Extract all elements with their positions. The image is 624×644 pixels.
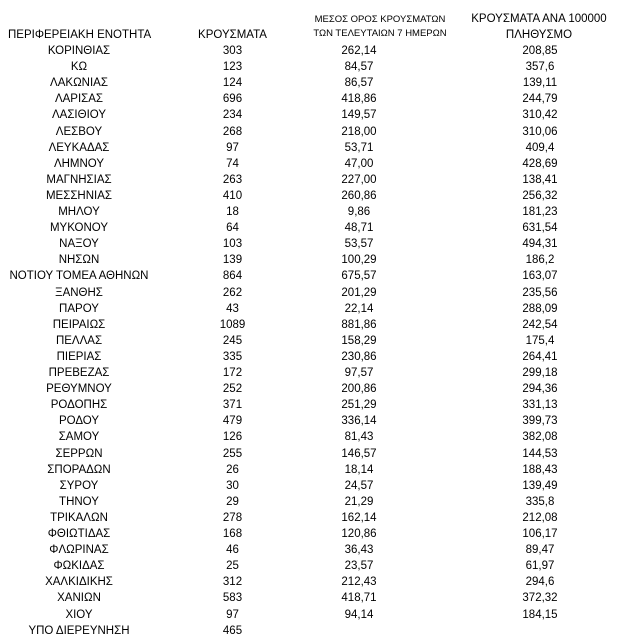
table-row (0, 397, 624, 413)
header-region: ΠΕΡΙΦΕΡΕΙΑΚΗ ΕΝΟΤΗΤΑ (8, 29, 152, 41)
region-cell: ΦΘΙΩΤΙΔΑΣ (47, 528, 111, 540)
cases-cell: 465 (222, 624, 243, 637)
per100k-cell: 184,15 (522, 608, 558, 621)
region-cell: ΝΗΣΩΝ (58, 254, 100, 267)
region-cell: ΤΗΝΟΥ (59, 495, 99, 508)
avg7-cell: 47,00 (344, 157, 374, 170)
header-avg-7-days (295, 13, 465, 40)
avg7-cell: 9,86 (347, 206, 371, 218)
cases-cell: 26 (226, 463, 239, 476)
table-row (0, 381, 624, 397)
table-row (0, 349, 624, 365)
per100k-cell: 294,36 (522, 383, 558, 396)
avg7-cell: 120,86 (341, 528, 377, 540)
region-cell: ΝΑΞΟΥ (59, 238, 99, 251)
region-cell: ΦΩΚΙΔΑΣ (53, 560, 105, 573)
region-cell: ΜΕΣΣΗΝΙΑΣ (45, 189, 113, 202)
table-row (0, 607, 624, 623)
per100k-cell: 335,8 (525, 495, 555, 508)
avg7-cell: 97,57 (344, 367, 374, 379)
per100k-cell: 244,79 (522, 93, 558, 106)
region-cell: ΤΡΙΚΑΛΩΝ (50, 511, 108, 524)
cases-cell: 245 (222, 334, 243, 347)
table-row (0, 558, 624, 574)
avg7-cell: 94,14 (344, 608, 374, 621)
table-row (0, 59, 624, 75)
table-row (0, 301, 624, 317)
per100k-cell: 494,31 (522, 238, 558, 251)
per100k-cell: 399,73 (522, 415, 558, 428)
region-cell: ΡΟΔΟΥ (58, 415, 100, 428)
table-row (0, 220, 624, 236)
region-cell: ΛΕΣΒΟΥ (55, 125, 103, 138)
per100k-cell: 212,08 (522, 511, 558, 524)
avg7-cell: 336,14 (341, 415, 377, 428)
per100k-cell: 382,08 (522, 431, 558, 444)
cases-cell: 97 (226, 141, 239, 154)
cases-cell: 262 (222, 286, 243, 299)
avg7-cell: 260,86 (341, 189, 377, 202)
avg7-cell: 22,14 (344, 302, 374, 315)
avg7-cell: 162,14 (341, 511, 377, 524)
region-cell: ΛΗΜΝΟΥ (53, 157, 105, 170)
table-row (0, 494, 624, 510)
per100k-cell: 144,53 (522, 447, 558, 460)
per100k-cell: 288,09 (522, 302, 558, 315)
region-cell: ΠΕΛΛΑΣ (55, 334, 103, 347)
avg7-cell: 230,86 (341, 350, 377, 363)
table-row (0, 188, 624, 204)
avg7-cell: 48,71 (344, 222, 374, 235)
cases-cell: 312 (222, 576, 243, 589)
region-cell: ΠΙΕΡΙΑΣ (56, 350, 102, 363)
table-row (0, 204, 624, 220)
header-cases: ΚΡΟΥΣΜΑΤΑ (198, 29, 267, 41)
per100k-cell: 631,54 (522, 222, 558, 235)
region-cell: ΛΑΚΩΝΙΑΣ (50, 77, 108, 90)
region-cell: ΚΩ (70, 61, 88, 74)
per100k-cell: 299,18 (522, 367, 558, 379)
region-cell: ΛΑΡΙΣΑΣ (54, 93, 104, 106)
per100k-cell: 372,32 (522, 592, 558, 605)
region-cell: ΠΑΡΟΥ (59, 302, 99, 315)
region-cell: ΥΠΟ ΔΙΕΡΕΥΝΗΣΗ (28, 624, 130, 637)
per100k-cell: 61,97 (525, 560, 555, 573)
table-row (0, 75, 624, 91)
per100k-cell: 242,54 (522, 318, 558, 331)
table-row (0, 623, 624, 639)
table-row (0, 252, 624, 268)
cases-cell: 103 (222, 238, 243, 251)
table-row (0, 285, 624, 301)
cases-cell: 46 (226, 544, 239, 557)
per100k-cell: 186,2 (525, 254, 555, 267)
cases-cell: 139 (222, 254, 243, 267)
cases-cell: 410 (222, 189, 243, 202)
cases-cell: 1089 (219, 318, 246, 331)
per100k-cell: 294,6 (525, 576, 555, 589)
cases-cell: 335 (222, 350, 243, 363)
table-row (0, 268, 624, 284)
per100k-cell: 256,32 (522, 189, 558, 202)
table-row (0, 526, 624, 542)
table-row (0, 510, 624, 526)
cases-cell: 124 (222, 77, 243, 90)
avg7-cell: 21,29 (344, 495, 374, 508)
table-row (0, 236, 624, 252)
region-cell: ΜΥΚΟΝΟΥ (49, 222, 109, 235)
per100k-cell: 106,17 (522, 528, 558, 540)
cases-cell: 234 (222, 109, 243, 122)
region-cell: ΛΕΥΚΑΔΑΣ (48, 141, 110, 154)
region-cell: ΜΑΓΝΗΣΙΑΣ (46, 173, 112, 186)
header-per100k-line1: ΚΡΟΥΣΜΑΤΑ ΑΝΑ 100000 (471, 13, 607, 25)
region-cell: ΠΕΙΡΑΙΩΣ (52, 318, 106, 331)
cases-cell: 696 (222, 93, 243, 106)
region-cell: ΡΕΘΥΜΝΟΥ (46, 383, 112, 396)
cases-cell: 97 (226, 608, 239, 621)
avg7-cell: 100,29 (341, 254, 377, 267)
table-row (0, 413, 624, 429)
table-row (0, 107, 624, 123)
table-row (0, 172, 624, 188)
region-cell: ΝΟΤΙΟΥ ΤΟΜΕΑ ΑΘΗΝΩΝ (9, 270, 149, 283)
table-row (0, 574, 624, 590)
cases-cell: 303 (222, 45, 243, 57)
table-row (0, 91, 624, 107)
cases-cell: 864 (222, 270, 243, 283)
per100k-cell: 181,23 (522, 206, 558, 218)
cases-cell: 172 (222, 367, 243, 379)
table-row (0, 365, 624, 381)
table-row (0, 43, 624, 59)
per100k-cell: 208,85 (522, 45, 558, 57)
avg7-cell: 262,14 (341, 45, 377, 57)
per100k-cell: 310,06 (522, 125, 558, 138)
cases-cell: 479 (222, 415, 243, 428)
avg7-cell: 251,29 (341, 399, 377, 412)
header-avg-line2: ΤΩΝ ΤΕΛΕΥΤΑΙΩΝ 7 ΗΜΕΡΩΝ (313, 27, 447, 39)
avg7-cell: 881,86 (341, 318, 377, 331)
per100k-cell: 138,41 (522, 173, 558, 186)
per100k-cell: 175,4 (525, 334, 555, 347)
table-row (0, 542, 624, 558)
cases-cell: 126 (222, 431, 243, 444)
avg7-cell: 212,43 (341, 576, 377, 589)
region-cell: ΣΑΜΟΥ (58, 431, 100, 444)
avg7-cell: 23,57 (344, 560, 374, 573)
table-row (0, 429, 624, 445)
avg7-cell: 24,57 (344, 479, 374, 492)
table-row (0, 124, 624, 140)
avg7-cell: 18,14 (344, 463, 374, 476)
table-row (0, 478, 624, 494)
region-cell: ΚΟΡΙΝΘΙΑΣ (47, 45, 111, 57)
region-cell: ΣΠΟΡΑΔΩΝ (47, 463, 111, 476)
avg7-cell: 81,43 (344, 431, 374, 444)
cases-cell: 43 (226, 302, 239, 315)
avg7-cell: 218,00 (341, 125, 377, 138)
cases-cell: 25 (226, 560, 239, 573)
cases-cell: 168 (222, 528, 243, 540)
avg7-cell: 158,29 (341, 334, 377, 347)
avg7-cell: 418,86 (341, 93, 377, 106)
per100k-cell: 139,49 (522, 479, 558, 492)
per100k-cell: 139,11 (522, 77, 558, 90)
cases-cell: 74 (226, 157, 239, 170)
avg7-cell: 146,57 (341, 447, 377, 460)
avg7-cell: 418,71 (341, 592, 377, 605)
header-per100k-line2: ΠΛΗΘΥΣΜΟ (505, 29, 573, 41)
avg7-cell: 201,29 (341, 286, 377, 299)
table-row (0, 140, 624, 156)
avg7-cell: 84,57 (344, 61, 374, 74)
region-cell: ΠΡΕΒΕΖΑΣ (48, 367, 110, 379)
per100k-cell: 264,41 (522, 350, 558, 363)
header-avg-line1: ΜΕΣΟΣ ΟΡΟΣ ΚΡΟΥΣΜΑΤΩΝ (314, 14, 446, 25)
cases-cell: 18 (226, 206, 239, 218)
cases-cell: 278 (222, 511, 243, 524)
avg7-cell: 53,57 (344, 238, 374, 251)
region-cell: ΛΑΣΙΘΙΟΥ (51, 109, 107, 122)
per100k-cell: 310,42 (522, 109, 558, 122)
header-cases-per-100k (462, 11, 616, 43)
per100k-cell: 89,47 (525, 544, 555, 557)
avg7-cell: 86,57 (344, 77, 374, 90)
region-cell: ΡΟΔΟΠΗΣ (50, 399, 108, 412)
per100k-cell: 357,6 (525, 61, 555, 74)
cases-cell: 268 (222, 125, 243, 138)
cases-cell: 263 (222, 173, 243, 186)
avg7-cell: 227,00 (341, 173, 377, 186)
table-row (0, 590, 624, 606)
avg7-cell: 675,57 (341, 270, 377, 283)
avg7-cell: 149,57 (341, 109, 377, 122)
cases-cell: 255 (222, 447, 243, 460)
cases-cell: 64 (226, 222, 239, 235)
per100k-cell: 163,07 (522, 270, 558, 283)
avg7-cell: 200,86 (341, 383, 377, 396)
region-cell: ΧΑΛΚΙΔΙΚΗΣ (45, 576, 113, 589)
avg7-cell: 53,71 (344, 141, 374, 154)
cases-cell: 252 (222, 383, 243, 396)
cases-cell: 583 (222, 592, 243, 605)
per100k-cell: 409,4 (525, 141, 555, 154)
table-row (0, 333, 624, 349)
per100k-cell: 188,43 (522, 463, 558, 476)
per100k-cell: 428,69 (522, 157, 558, 170)
region-cell: ΜΗΛΟΥ (58, 206, 100, 218)
cases-cell: 123 (222, 61, 243, 74)
table-row (0, 462, 624, 478)
cases-cell: 29 (226, 495, 239, 508)
region-cell: ΧΑΝΙΩΝ (57, 592, 101, 605)
avg7-cell: 36,43 (344, 544, 374, 557)
per100k-cell: 235,56 (522, 286, 558, 299)
region-cell: ΦΛΩΡΙΝΑΣ (49, 544, 109, 557)
region-cell: ΣΕΡΡΩΝ (55, 447, 103, 460)
region-cell: ΣΥΡΟΥ (59, 479, 99, 492)
table-row (0, 156, 624, 172)
cases-cell: 371 (222, 399, 243, 412)
per100k-cell: 331,13 (522, 399, 558, 412)
region-cell: ΞΑΝΘΗΣ (55, 286, 103, 299)
table-row (0, 446, 624, 462)
region-cell: ΧΙΟΥ (65, 608, 93, 621)
cases-cell: 30 (226, 479, 239, 492)
table-row (0, 317, 624, 333)
